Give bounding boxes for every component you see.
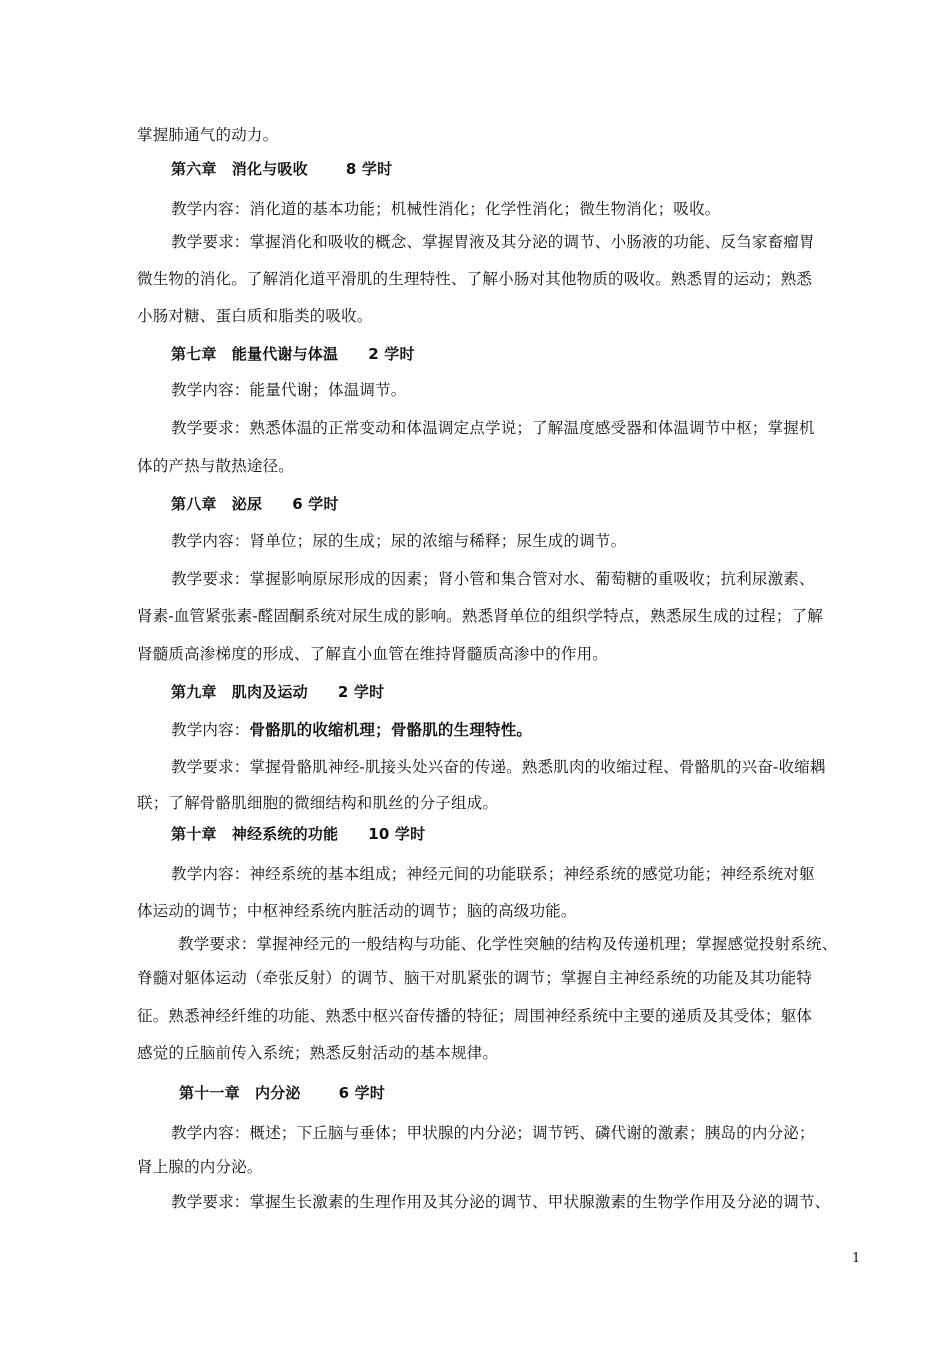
chapter-title: 第六章 消化与吸收 [171, 160, 308, 178]
chapter-title: 第十一章 内分泌 [179, 1084, 301, 1102]
body-line [0, 793, 952, 813]
chapter-title: 第七章 能量代谢与体温 [171, 345, 339, 363]
line-text: 小肠对糖、蛋白质和脂类的吸收。 [137, 307, 373, 325]
chapter-heading [0, 344, 952, 364]
body-line [0, 968, 952, 988]
body-line [0, 269, 952, 289]
chapter-heading [0, 1083, 952, 1103]
line-text: 教学要求：掌握影响原尿形成的因素；肾小管和集合管对水、葡萄糖的重吸收；抗利尿激素、 [171, 570, 815, 588]
chapter-hours: 10 学时 [368, 825, 426, 843]
line-text: 体的产热与散热途径。 [137, 457, 295, 475]
chapter-heading [0, 682, 952, 702]
body-line [0, 1006, 952, 1026]
line-text: 教学要求：掌握骨骼肌神经-肌接头处兴奋的传递。熟悉肌肉的收缩过程、骨骼肌的兴奋-收缩耦 [171, 758, 826, 776]
body-line [0, 720, 952, 740]
line-text: 掌握肺通气的动力。 [137, 126, 279, 144]
body-line [0, 1123, 952, 1143]
body-line [0, 569, 952, 589]
line-text: 肾上腺的内分泌。 [137, 1158, 263, 1176]
chapter-hours: 2 学时 [368, 345, 415, 363]
chapter-title: 第九章 肌肉及运动 [171, 683, 308, 701]
body-line [0, 1157, 952, 1177]
body-line [0, 418, 952, 438]
body-line [0, 757, 952, 777]
line-text: 征。熟悉神经纤维的功能、熟悉中枢兴奋传播的特征；周围神经系统中主要的递质及其受体；躯体 [137, 1007, 813, 1025]
body-line [0, 306, 952, 326]
body-line [0, 456, 952, 476]
line-text: 教学内容：概述；下丘脑与垂体；甲状腺的内分泌；调节钙、磷代谢的激素；胰岛的内分泌； [171, 1124, 815, 1142]
line-text: 微生物的消化。了解消化道平滑肌的生理特性、了解小肠对其他物质的吸收。熟悉胃的运动；熟悉 [137, 270, 813, 288]
chapter-title: 第十章 神经系统的功能 [171, 825, 339, 843]
line-text: 教学要求：掌握神经元的一般结构与功能、化学性突触的结构及传递机理；掌握感觉投射系统、 [178, 935, 838, 953]
body-line [0, 934, 952, 954]
chapter-heading [0, 494, 952, 514]
chapter-hours: 6 学时 [338, 1084, 386, 1102]
line-text: 脊髓对躯体运动（牵张反射）的调节、脑干对肌紧张的调节；掌握自主神经系统的功能及其功能特 [137, 969, 813, 987]
body-line [0, 864, 952, 884]
body-line [0, 125, 952, 145]
line-text: 教学内容： [171, 721, 250, 739]
line-text: 肾素-血管紧张素-醛固酮系统对尿生成的影响。熟悉肾单位的组织学特点，熟悉尿生成的过程；了解 [137, 607, 823, 625]
line-text: 教学要求：熟悉体温的正常变动和体温调定点学说；了解温度感受器和体温调节中枢；掌握机 [171, 419, 815, 437]
line-text: 教学内容：肾单位；尿的生成；尿的浓缩与稀释；尿生成的调节。 [171, 532, 627, 550]
line-text: 教学要求：掌握生长激素的生理作用及其分泌的调节、甲状腺激素的生物学作用及分泌的调节、 [171, 1193, 831, 1211]
line-text: 体运动的调节；中枢神经系统内脏活动的调节；脑的高级功能。 [137, 902, 577, 920]
body-line [0, 1043, 952, 1063]
line-text: 教学内容：能量代谢；体温调节。 [171, 381, 407, 399]
body-line [0, 901, 952, 921]
chapter-heading [0, 824, 952, 844]
body-line [0, 232, 952, 252]
line-text: 教学内容：消化道的基本功能；机械性消化；化学性消化；微生物消化；吸收。 [171, 200, 721, 218]
body-line [0, 606, 952, 626]
line-text: 教学要求：掌握消化和吸收的概念、掌握胃液及其分泌的调节、小肠液的功能、反刍家畜瘤胃 [171, 233, 815, 251]
chapter-hours: 6 学时 [292, 495, 339, 513]
chapter-heading [0, 159, 952, 179]
body-line [0, 380, 952, 400]
body-line [0, 531, 952, 551]
page-number: 1 [852, 1251, 861, 1266]
line-text: 肾髓质高渗梯度的形成、了解直小血管在维持肾髓质高渗中的作用。 [137, 645, 609, 663]
line-text: 感觉的丘脑前传入系统；熟悉反射活动的基本规律。 [137, 1044, 499, 1062]
chapter-hours: 2 学时 [337, 683, 385, 701]
chapter-title: 第八章 泌尿 [171, 495, 263, 513]
body-line [0, 1192, 952, 1212]
line-text: 教学内容：神经系统的基本组成；神经元间的功能联系；神经系统的感觉功能；神经系统对躯 [171, 865, 815, 883]
body-line [0, 644, 952, 664]
chapter-hours: 8 学时 [345, 160, 393, 178]
body-line [0, 199, 952, 219]
bold-text: 骨骼肌的收缩机理；骨骼肌的生理特性。 [249, 721, 533, 739]
line-text: 联；了解骨骼肌细胞的微细结构和肌丝的分子组成。 [137, 794, 499, 812]
